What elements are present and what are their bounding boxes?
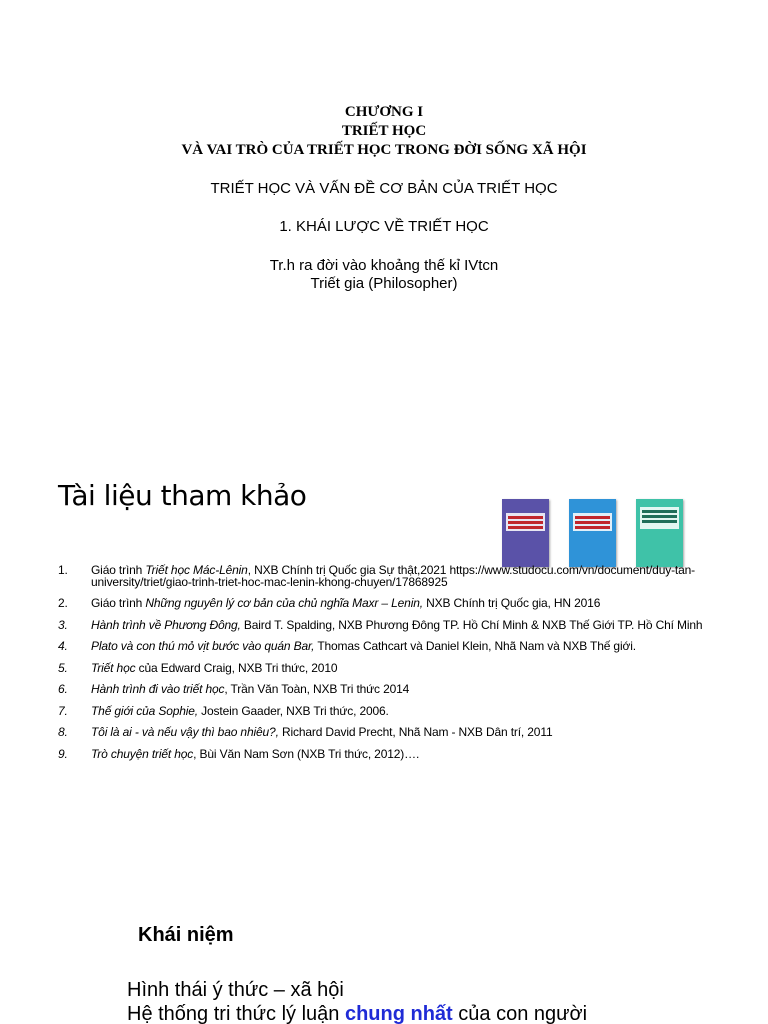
reference-item	[58, 746, 708, 761]
reference-text: Baird T. Spalding, NXB Phương Đông TP. Hồ Chí Minh & NXB Thế Giới TP. Hồ Chí Minh	[240, 617, 703, 632]
concept-line-2-text: Hệ thống tri thức lý luận	[127, 1003, 345, 1024]
reference-number: 5.	[58, 660, 68, 675]
reference-text: Giáo trình	[91, 596, 146, 610]
note-line-2: Triết gia (Philosopher)	[310, 275, 458, 292]
reference-text: Tôi là ai - và nếu vậy thì bao nhiêu?,	[91, 725, 279, 739]
reference-number: 7.	[58, 703, 68, 718]
book-title-strip	[508, 516, 543, 519]
reference-number: 8.	[58, 725, 68, 739]
concept-title: Khái niệm	[138, 924, 234, 946]
section-heading: TRIẾT HỌC VÀ VẤN ĐỀ CƠ BẢN CỦA TRIẾT HỌC	[210, 180, 558, 197]
subsection-heading: 1. KHÁI LƯỢC VỀ TRIẾT HỌC	[279, 218, 489, 235]
reference-text: Những nguyên lý cơ bản của chủ nghĩa Maxr – Lenin,	[145, 596, 423, 610]
reference-number: 4.	[58, 639, 68, 653]
book-title-strip	[575, 526, 610, 529]
chapter-subject: TRIẾT HỌC	[341, 123, 427, 139]
reference-text: Richard David Precht, Nhã Nam - NXB Dân trí, 2011	[278, 725, 553, 739]
reference-text: Triết học Mác-Lênin	[145, 563, 248, 577]
reference-number: 3.	[58, 617, 68, 632]
reference-text: Giáo trình	[91, 563, 146, 577]
reference-number: 2.	[58, 596, 68, 610]
reference-text: , NXB Chính trị Quốc gia Sự thật,2021 https://www.studocu.com/vn/document/duy-tan-university/triet/giao-trinh-triet-hoc-mac-lenin-khong-chuyen/17868925	[91, 563, 695, 589]
book-title-strip	[508, 526, 543, 529]
chapter-subtitle: VÀ VAI TRÒ CỦA TRIẾT HỌC TRONG ĐỜI SỐNG XÃ HỘI	[181, 142, 587, 158]
reference-item	[58, 703, 708, 718]
book-title-strip	[642, 520, 677, 523]
reference-text: NXB Chính trị Quốc gia, HN 2016	[422, 596, 601, 610]
book-title-strip	[642, 515, 677, 518]
reference-text: Triết học	[91, 660, 136, 675]
reference-number: 9.	[58, 746, 68, 761]
book-title-strip	[575, 521, 610, 524]
reference-text: Jostein Gaader, NXB Tri thức, 2006.	[198, 703, 389, 718]
reference-text: Thế giới của Sophie,	[91, 703, 198, 718]
concept-line-1: Hình thái ý thức – xã hội	[127, 979, 344, 1001]
chapter-label: CHƯƠNG I	[344, 104, 424, 120]
concept-line-2-end: của con người	[452, 1003, 588, 1024]
reference-item	[58, 617, 708, 632]
reference-text: Thomas Cathcart và Daniel Klein, Nhã Nam và NXB Thế giới.	[314, 639, 636, 653]
note-line-1: Tr.h ra đời vào khoảng thế kỉ IVtcn	[269, 257, 499, 274]
reference-text: Hành trình đi vào triết học	[91, 682, 225, 696]
reference-item	[58, 660, 708, 675]
reference-text: của Edward Craig, NXB Tri thức, 2010	[135, 660, 338, 675]
reference-item	[58, 598, 708, 610]
book-cover-icon	[569, 499, 616, 567]
book-title-strip	[642, 510, 677, 513]
reference-number: 6.	[58, 682, 68, 696]
references-list	[58, 565, 708, 770]
reference-text: , Trần Văn Toàn, NXB Tri thức 2014	[224, 682, 410, 696]
reference-item	[58, 684, 708, 696]
reference-text: Hành trình về Phương Đông,	[91, 617, 241, 632]
reference-item	[58, 565, 708, 588]
book-cover-icon	[502, 499, 549, 567]
reference-item	[58, 641, 708, 653]
references-title: Tài liệu tham khảo	[58, 479, 307, 512]
reference-number: 1.	[58, 563, 68, 577]
book-title-strip	[575, 516, 610, 519]
reference-text: , Bùi Văn Nam Sơn (NXB Tri thức, 2012)….	[193, 746, 420, 761]
book-cover-icon	[636, 499, 683, 567]
reference-text: Trò chuyện triết học	[91, 746, 194, 761]
concept-highlight: chung nhất	[344, 1003, 453, 1024]
reference-text: Plato và con thú mỏ vịt bước vào quán Bar,	[91, 639, 315, 653]
reference-item	[58, 727, 708, 739]
book-title-strip	[508, 521, 543, 524]
concept-line-2	[127, 1002, 587, 1024]
